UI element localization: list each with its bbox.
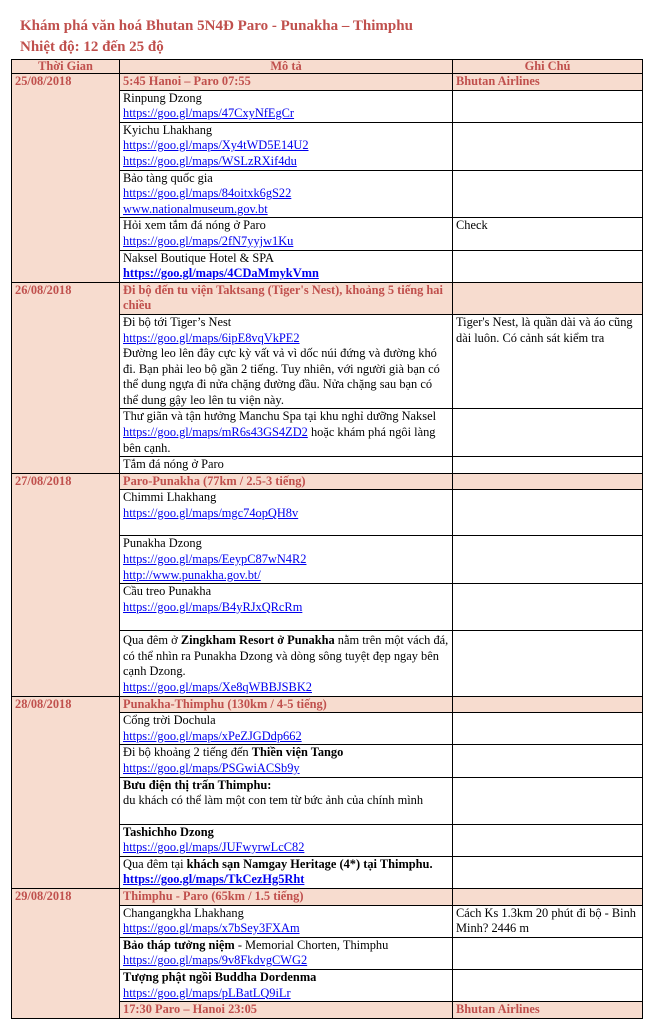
day-heading-note [453, 473, 643, 490]
activity-cell [120, 457, 453, 474]
activity-cell [120, 536, 453, 584]
activity-cell [120, 713, 453, 745]
day-heading: 5:45 Hanoi – Paro 07:55 [120, 74, 453, 91]
note-cell [453, 824, 643, 856]
activity-cell [120, 824, 453, 856]
map-link[interactable]: https://goo.gl/maps/Xe8qWBBJSBK2 [123, 680, 312, 694]
website-link[interactable]: www.nationalmuseum.gov.bt [123, 201, 268, 216]
map-link[interactable]: https://goo.gl/maps/x7bSey3FXAm [123, 921, 300, 936]
map-link[interactable]: https://goo.gl/maps/2fN7yyjw1Ku [123, 233, 294, 248]
day-row [12, 74, 643, 91]
activity-text: Punakha Dzong [123, 536, 202, 551]
map-link[interactable]: https://goo.gl/maps/xPeZJGDdp662 [123, 728, 302, 743]
activity-cell [120, 409, 453, 457]
map-link[interactable]: https://goo.gl/maps/6ipE8vqVkPE2 [123, 330, 300, 345]
activity-text: - Memorial Chorten, Thimphu [234, 937, 389, 952]
map-link[interactable]: https://goo.gl/maps/mR6s43GS4ZD2 [123, 425, 308, 440]
map-link[interactable]: https://goo.gl/maps/TkCezHg5Rht [123, 872, 305, 887]
map-link[interactable]: https://goo.gl/maps/pLBatLQ9iLr [123, 985, 291, 1000]
day-heading-note [453, 888, 643, 905]
map-link[interactable]: https://goo.gl/maps/mgc74opQH8v [123, 506, 299, 521]
date-cell: 26/08/2018 [12, 282, 120, 473]
activity-cell [120, 745, 453, 777]
map-link[interactable]: https://goo.gl/maps/9v8FkdvgCWG2 [123, 953, 308, 968]
hotel-link[interactable]: https://goo.gl/maps/4CDaMmykVmn [123, 266, 319, 281]
date-cell: 29/08/2018 [12, 888, 120, 1018]
title-line-2: Nhiệt độ: 12 đến 25 độ [20, 39, 164, 55]
note-cell [453, 937, 643, 969]
activity-text: Kyichu Lhakhang [123, 122, 213, 137]
map-link[interactable]: https://goo.gl/maps/84oitxk6gS22 [123, 186, 292, 201]
day-row [12, 473, 643, 490]
day-heading: Punakha-Thimphu (130km / 4-5 tiếng) [120, 696, 453, 713]
day-heading: Paro-Punakha (77km / 2.5-3 tiếng) [120, 473, 453, 490]
hotel-name: Zingkham Resort ở Punakha [180, 633, 335, 648]
place-name: Bảo tháp tưởng niệm [123, 937, 235, 952]
date-cell: 28/08/2018 [12, 696, 120, 888]
itinerary-table [11, 59, 643, 1019]
activity-cell [120, 490, 453, 536]
note-cell [453, 856, 643, 888]
activity-cell [120, 969, 453, 1001]
header-time: Thời Gian [12, 60, 120, 74]
activity-cell [120, 777, 453, 824]
day-heading-note [453, 696, 643, 713]
note-cell [453, 250, 643, 282]
note-cell: Check [453, 218, 643, 250]
activity-text: Cổng trời Dochula [123, 713, 216, 728]
note-cell [453, 490, 643, 536]
day-heading-note [453, 282, 643, 314]
activity-text: Qua đêm ở [123, 633, 181, 648]
header-row [12, 60, 643, 74]
note-cell [453, 122, 643, 170]
note-cell [453, 536, 643, 584]
website-link[interactable]: http://www.punakha.gov.bt/ [123, 567, 261, 582]
place-name: Tượng phật ngồi Buddha Dordenma [123, 969, 317, 984]
activity-cell [120, 218, 453, 250]
place-name: Thiền viện Tango [251, 745, 344, 760]
day-row [12, 696, 643, 713]
activity-text: Rinpung Dzong [123, 90, 202, 105]
note-cell: Cách Ks 1.3km 20 phút đi bộ - Binh Minh? 2446 m [453, 905, 643, 937]
document-title [20, 16, 413, 58]
activity-text: Changangkha Lhakhang [123, 905, 244, 920]
map-link[interactable]: https://goo.gl/maps/B4yRJxQRcRm [123, 599, 303, 614]
note-cell [453, 170, 643, 218]
activity-cell [120, 856, 453, 888]
activity-text: Thư giãn và tận hưởng Manchu Spa tại khu nghỉ dưỡng Naksel [123, 409, 437, 424]
activity-text: Cầu treo Punakha [123, 584, 212, 599]
day-row [12, 888, 643, 905]
map-link[interactable]: https://goo.gl/maps/EeypC87wN4R2 [123, 552, 307, 567]
activity-text: hoặc khám phá ngôi làng bên cạnh. [123, 425, 436, 455]
day-heading: Thimphu - Paro (65km / 1.5 tiếng) [120, 888, 453, 905]
activity-description: Đường leo lên đây cực kỳ vất vả vì dốc núi đứng và đường khó đi. Bạn phải leo bộ gần 2 tiếng. Tuy nhiên, với người già bạn có thể dung ngựa đi nửa chặng đường đầu. Nửa chặng sau bạn có thể dung gậy leo lên tu viện này. [123, 346, 440, 407]
date-cell: 25/08/2018 [12, 74, 120, 283]
day-heading-note: Bhutan Airlines [453, 1002, 643, 1019]
day-heading: 17:30 Paro – Hanoi 23:05 [120, 1002, 453, 1019]
note-cell [453, 409, 643, 457]
map-link[interactable]: https://goo.gl/maps/WSLzRXif4du [123, 153, 297, 168]
activity-cell [120, 584, 453, 631]
note-cell [453, 745, 643, 777]
activity-cell [120, 314, 453, 409]
note-cell [453, 777, 643, 824]
map-link[interactable]: https://goo.gl/maps/Xy4tWD5E14U2 [123, 138, 309, 153]
activity-description: du khách có thể làm một con tem từ bức ảnh của chính mình [123, 793, 424, 808]
note-cell [453, 584, 643, 631]
activity-text: Qua đêm tại [123, 856, 187, 871]
activity-cell [120, 631, 453, 696]
activity-text: Hỏi xem tắm đá nóng ở Paro [123, 218, 266, 233]
activity-text: Đi bộ tới Tiger’s Nest [123, 314, 232, 329]
place-name: Tashichho Dzong [123, 824, 214, 839]
activity-cell [120, 170, 453, 218]
hotel-name: khách sạn Namgay Heritage (4*) tại Thimphu. [186, 856, 433, 871]
day-row [12, 282, 643, 314]
note-cell [453, 631, 643, 696]
header-note: Ghi Chú [453, 60, 643, 74]
note-cell [453, 713, 643, 745]
title-line-1: Khám phá văn hoá Bhutan 5N4Đ Paro - Punakha – Thimphu [20, 18, 413, 34]
note-cell [453, 90, 643, 122]
day-heading: Đi bộ đến tu viện Taktsang (Tiger's Nest), khoảng 5 tiếng hai chiều [120, 282, 453, 314]
activity-cell [120, 905, 453, 937]
activity-cell [120, 937, 453, 969]
day-heading-note: Bhutan Airlines [453, 74, 643, 91]
activity-cell [120, 90, 453, 122]
header-desc: Mô tả [120, 60, 453, 74]
note-cell [453, 969, 643, 1001]
activity-text: Tắm đá nóng ở Paro [123, 457, 224, 472]
activity-text: Chimmi Lhakhang [123, 490, 217, 505]
map-link[interactable]: https://goo.gl/maps/JUFwyrwLcC82 [123, 840, 305, 855]
activity-text: Bảo tàng quốc gia [123, 170, 213, 185]
activity-cell [120, 122, 453, 170]
map-link[interactable]: https://goo.gl/maps/47CxyNfEgCr [123, 106, 295, 121]
map-link[interactable]: https://goo.gl/maps/PSGwiACSb9y [123, 760, 300, 775]
activity-text: nằm trên một vách đá, có thể nhìn ra Punakha Dzong và dòng sông tuyệt đẹp ngay bên cạnh Dzong. [123, 633, 449, 679]
place-name: Bưu điện thị trấn Thimphu: [123, 777, 272, 792]
activity-text: Đi bộ khoảng 2 tiếng đến [123, 745, 252, 760]
activity-text: Naksel Boutique Hotel & SPA [123, 250, 274, 265]
activity-cell [120, 250, 453, 282]
note-cell: Tiger's Nest, là quần dài và áo cũng dài luôn. Có cảnh sát kiểm tra [453, 314, 643, 409]
date-cell: 27/08/2018 [12, 473, 120, 696]
note-cell [453, 457, 643, 474]
